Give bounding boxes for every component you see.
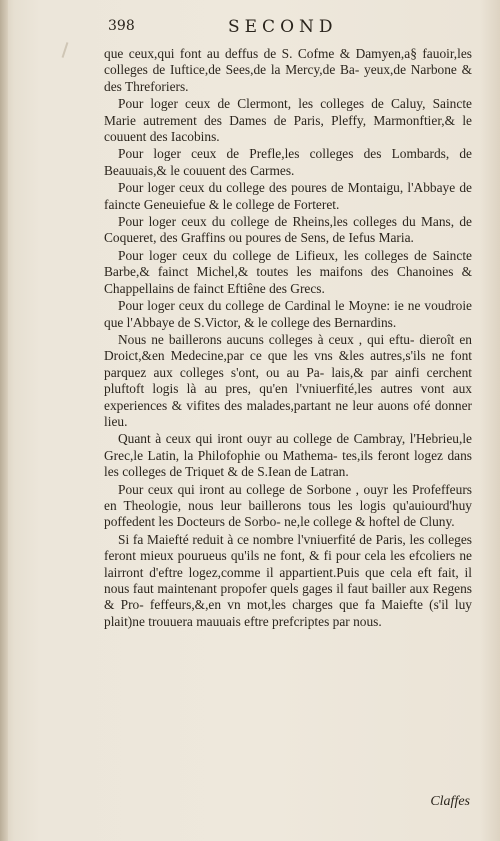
paragraph: que ceux,qui font au deffus de S. Cofme & Damyen,a§ fauoir,les colleges de Iuftice,de Sees,de la Mercy,de Ba- yeux,de Narbone & des Threforiers.: [104, 46, 472, 94]
page-header: [108, 18, 472, 42]
body-text: [104, 46, 472, 631]
paragraph: Pour loger ceux de Prefle,les colleges des Lombards, de Beauuais,& le couuent des Carmes.: [104, 146, 472, 178]
paragraph: Quant à ceux qui iront ouyr au college de Cambray, l'Hebrieu,le Grec,le Latin, la Philofophie ou Mathema- tes,ils feront logez dans les colleges de Triquet & de S.Iean de Latran.: [104, 431, 472, 480]
paragraph: Nous ne baillerons aucuns colleges à ceux , qui eftu- dieroît en Droict,&en Medecine,par ce que les vns &les autres,s'ils ne font parquez aux colleges s'ont, ou au Pa- lais,& par ainfi cerchent pluftoft logis là au pres, qu'en l'vniuerfité,les autres vont aux experiences & vifites des malades,partant ne leur auons ofé donner lieu.: [104, 331, 472, 429]
catchword: Claffes: [430, 794, 470, 809]
page-edge-shadow: [0, 0, 8, 841]
paragraph: Pour ceux qui iront au college de Sorbone , ouyr les Profeffeurs en Theologie, nous leur baillerons tous les logis qu'auiourd'huy poffedent les Docteurs de Sorbo- ne,le college & hoftel de Cluny.: [104, 481, 472, 530]
running-head: SECOND: [228, 17, 338, 37]
margin-mark: [62, 42, 69, 58]
page-number: 398: [108, 18, 135, 34]
paragraph: Pour loger ceux du college de Rheins,les colleges du Mans, de Coqueret, des Graffins ou poures de Sens, de Iefus Maria.: [104, 214, 472, 246]
paragraph: Pour loger ceux du college de Lifieux, les colleges de Saincte Barbe,& fainct Michel,& toutes les maifons des Chanoines & Chappellains de fainct Eftiêne des Grecs.: [104, 247, 472, 296]
paragraph: Pour loger ceux de Clermont, les colleges de Caluy, Saincte Marie autrement des Dames de Paris, Pleffy, Marmonftier,& le couuent des Iacobins.: [104, 96, 472, 145]
paragraph: Si fa Maiefté reduit à ce nombre l'vniuerfité de Paris, les colleges feront mieux pourueus qu'ils ne font, & fi pour cela les efcoliers ne lairront d'eftre logez,comme il appartient.Puis que cela eft fait, il nous faut maintenant propofer quels gages il faut bailler aux Regens & Pro- feffeurs,&,en vn mot,les charges que fa Maiefte (s'il luy plait)ne trouuera mauuais eftre prefcriptes par nous.: [104, 531, 472, 629]
paragraph: Pour loger ceux du college de Cardinal le Moyne: ie ne voudroie que l'Abbaye de S.Victor, & le college des Bernardins.: [104, 298, 472, 330]
paragraph: Pour loger ceux du college des poures de Montaigu, l'Abbaye de faincte Geneuiefue & le college de Forteret.: [104, 180, 472, 212]
